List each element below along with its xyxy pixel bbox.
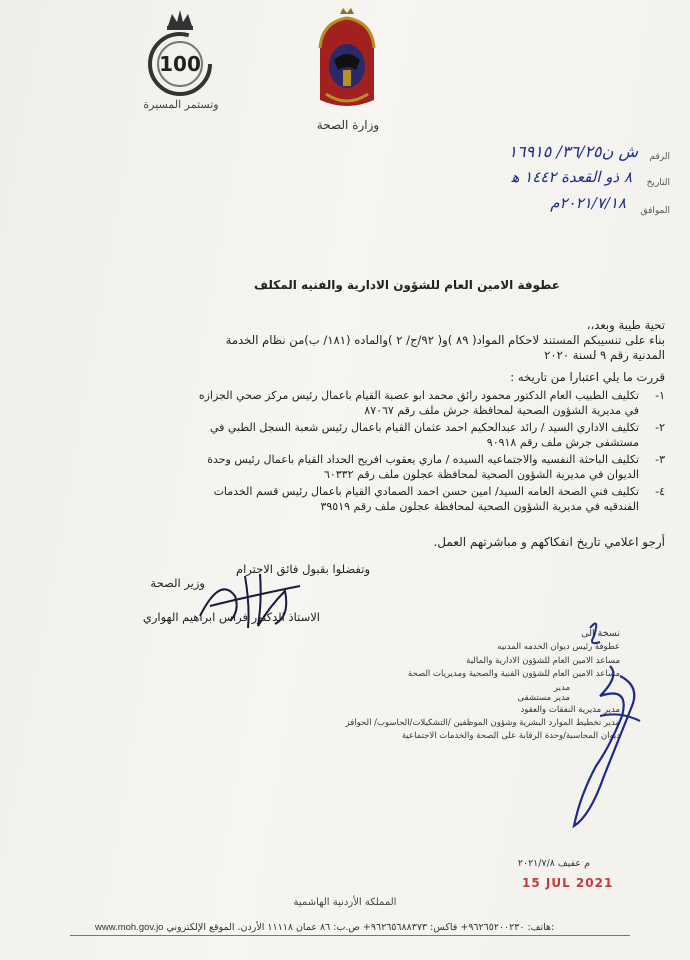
intro-line-2: المدنية رقم ٩ لسنة ٢٠٢٠	[544, 348, 665, 362]
signer-title: وزير الصحة	[150, 576, 205, 590]
item-number: ١-	[655, 389, 665, 402]
item-line-1: تكليف الاداري السيد / رائد عبدالحكيم احمد عثمان القيام باعمال رئيس شعبة السجل الطبي في	[210, 421, 639, 434]
reference-corresponding-label: الموافق	[640, 206, 670, 216]
item-line-2: مستشفى جرش ملف رقم ٩٠٩١٨	[486, 436, 639, 449]
reference-block	[410, 142, 670, 228]
item-number: ٤-	[655, 485, 665, 498]
copy-line: ديوان المحاسبة/وحدة الرقابة على الصحة والخدمات الاجتماعية	[401, 731, 620, 741]
list-item	[25, 484, 665, 514]
website[interactable]: www.moh.gov.jo	[95, 922, 164, 933]
reference-corresponding-value: ٢٠٢١/٧/١٨م	[550, 194, 626, 212]
ministry-name: وزارة الصحة	[316, 118, 380, 132]
footer-contact	[95, 922, 650, 933]
blue-initials-icon	[560, 616, 650, 846]
copy-line: مساعد الامين العام للشؤون الفنية والصحية ومديريات الصحة	[407, 669, 620, 679]
copies-header: نسخة الى	[581, 628, 620, 639]
coat-of-arms	[312, 8, 382, 136]
reference-number-value: ش ن٣٦/٢٥/ ١٦٩١٥	[508, 142, 638, 161]
copy-line: مساعد الامين العام للشؤون الادارية والمالية	[466, 656, 620, 666]
closing-line: وتفضلوا بقبول فائق الاحترام	[235, 562, 370, 576]
minister-signature-icon	[190, 566, 310, 636]
copy-line: عطوفة رئيس ديوان الخدمه المدنيه	[497, 642, 620, 652]
coat-of-arms-icon	[312, 8, 382, 116]
signer-name: الاستاذ الدكتور فراس ابراهيم الهواري	[142, 610, 320, 624]
addressee: عطوفة الامين العام للشؤون الادارية والفنيه المكلف	[254, 278, 560, 292]
item-line-1: تكليف فني الصحة العامه السيد/ امين حسن احمد الصمادي القيام باعمال رئيس قسم الخدمات	[213, 485, 639, 498]
kingdom-name: المملكة الأردنية الهاشمية	[293, 897, 397, 908]
item-number: ٢-	[655, 421, 665, 434]
item-line-2: الديوان في مديرية الشؤون الصحية لمحافظة عجلون ملف رقم ٦٠٣٣٢	[323, 468, 639, 481]
contact-line: هاتف: ٩٦٢٦٥٢٠٠٢٣٠+ فاكس: ٩٦٢٦٥٦٨٨٣٧٣+ ص.ب: ٨٦ عمان ١١١١٨ الأردن. الموقع الإلكتروني:	[166, 922, 555, 933]
reference-number-label: الرقم	[649, 152, 670, 162]
intro-line-1: بناء على تنسيبكم المستند لاحكام المواد( ٨٩ )و( ٩٢/ج/ ٢ )والماده (١٨١/ ب)من نظام الخدمة	[225, 333, 665, 347]
copy-line: مدير مستشفى	[517, 693, 570, 703]
item-line-1: تكليف الطبيب العام الدكتور محمود رائق محمد ابو عصبة القيام باعمال رئيس مركز صحي الجزازه	[198, 389, 639, 402]
author-note: م عفيف ٢٠٢١/٧/٨	[517, 858, 590, 869]
list-item	[25, 388, 665, 418]
item-number: ٣-	[655, 453, 665, 466]
centennial-crown-icon	[140, 8, 220, 100]
item-line-1: تكليف الباحثة النفسيه والاجتماعيه السيده / ماري يعقوب افريح الحداد القيام باعمال رئيس وحدة	[207, 453, 639, 466]
reference-date-label: التاريخ	[646, 178, 670, 188]
footer-divider	[70, 935, 630, 936]
greeting: تحية طيبة وبعد،،	[586, 318, 665, 332]
decision-line: قررت ما يلي اعتبارا من تاريخه :	[510, 370, 665, 384]
copy-line: مدير	[553, 683, 570, 693]
svg-text:100: 100	[159, 52, 201, 76]
copy-line: مدير تخطيط الموارد البشرية وشؤون الموظفين /التشكيلات/الحاسوب/ الحوافز	[345, 718, 620, 728]
date-stamp: 15 JUL 2021	[522, 876, 614, 890]
request-line: أرجو اعلامي تاريخ انفكاكهم و مباشرتهم العمل.	[433, 535, 665, 549]
list-item	[25, 420, 665, 450]
copy-line: مدير مديرية النفقات والعقود	[520, 705, 620, 715]
item-line-2: الفندقيه في مديرية الشؤون الصحية لمحافظة عجلون ملف رقم ٣٩٥١٩	[320, 500, 639, 513]
item-line-2: في مديرية الشؤون الصحية لمحافظة جرش ملف رقم ٨٧٠٦٧	[364, 404, 639, 417]
reference-date-value: ٨ ذو القعدة ١٤٤٢ ﻫ	[511, 168, 632, 186]
centennial-tagline: وتستمر المسيرة	[143, 98, 219, 111]
centennial-logo	[140, 8, 220, 113]
list-item	[25, 452, 665, 482]
